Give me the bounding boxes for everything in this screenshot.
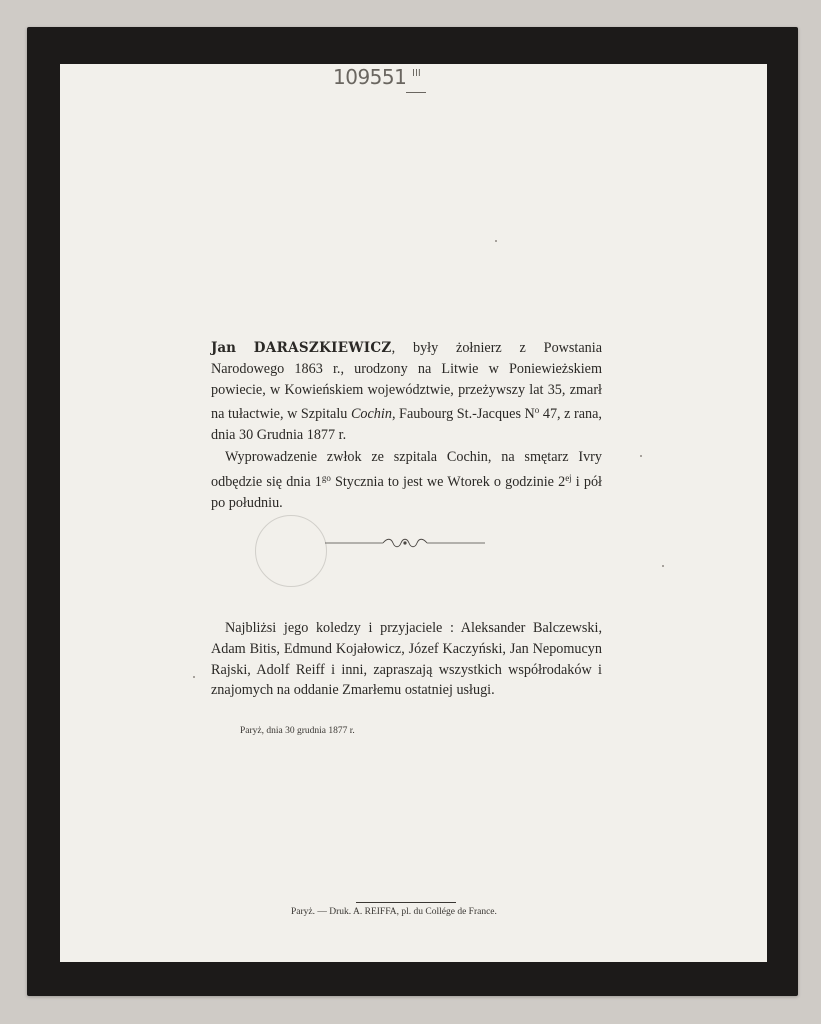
printer-imprint: Paryż. — Druk. A. REIFFA, pl. du Collége de France. xyxy=(291,907,497,917)
notice-paragraph-2 xyxy=(211,447,602,513)
inventory-number: 109551 xyxy=(333,65,407,89)
date-superscript: go xyxy=(321,472,331,483)
notice-paragraph-3: Najbliżsi jego koledzy i przyjaciele : Aleksander Balczewski, Adam Bitis, Edmund Kojałowicz, Józef Kaczyński, Jan Nepomucyn Rajski, Adolf Reiff i inni, zapraszają wszystkich współrodaków i znajomych na oddanie Zmarłemu ostatniej usługi. xyxy=(211,620,602,699)
paragraph-2-text-c: i pół po południu. xyxy=(211,473,602,511)
deceased-first-name: Jan xyxy=(211,340,236,356)
paragraph-1-text-b: , Faubourg St.-Jacques N xyxy=(391,406,535,423)
paper-speck xyxy=(662,565,664,567)
number-superscript: o xyxy=(534,405,540,416)
hour-superscript: ej xyxy=(565,472,572,483)
paragraph-1-text-a: , były żołnierz z Powstania Narodowego 1863 r., urodzony na Litwie w Poniewieżskiem powiecie, w Kowieńskiem województwie, przeżywszy lat 35, zmarł na tułactwie, w Szpitalu xyxy=(211,340,603,423)
paper-speck xyxy=(193,676,195,678)
faded-library-stamp xyxy=(255,515,327,587)
ornament-divider xyxy=(325,535,485,551)
paragraph-2-text-a: Wyprowadzenie zwłok ze szpitala Cochin, na smętarz Ivry odbędzie się dnia 1 xyxy=(211,449,602,490)
hospital-name: Cochin xyxy=(350,406,392,423)
place-date-line: Paryż, dnia 30 grudnia 1877 r. xyxy=(240,726,355,736)
inventory-underline xyxy=(406,92,426,93)
notice-paragraph-1 xyxy=(211,338,602,446)
paragraph-1-text-c: 47, z rana, dnia 30 Grudnia 1877 r. xyxy=(211,406,602,444)
paper-speck xyxy=(640,455,642,457)
inventory-roman: III xyxy=(412,68,421,79)
paper-speck xyxy=(495,240,497,242)
deceased-surname: DARASZKIEWICZ xyxy=(253,340,392,356)
paragraph-2-text-b: Stycznia to jest we Wtorek o godzinie 2 xyxy=(330,473,566,490)
printer-rule xyxy=(356,902,456,903)
